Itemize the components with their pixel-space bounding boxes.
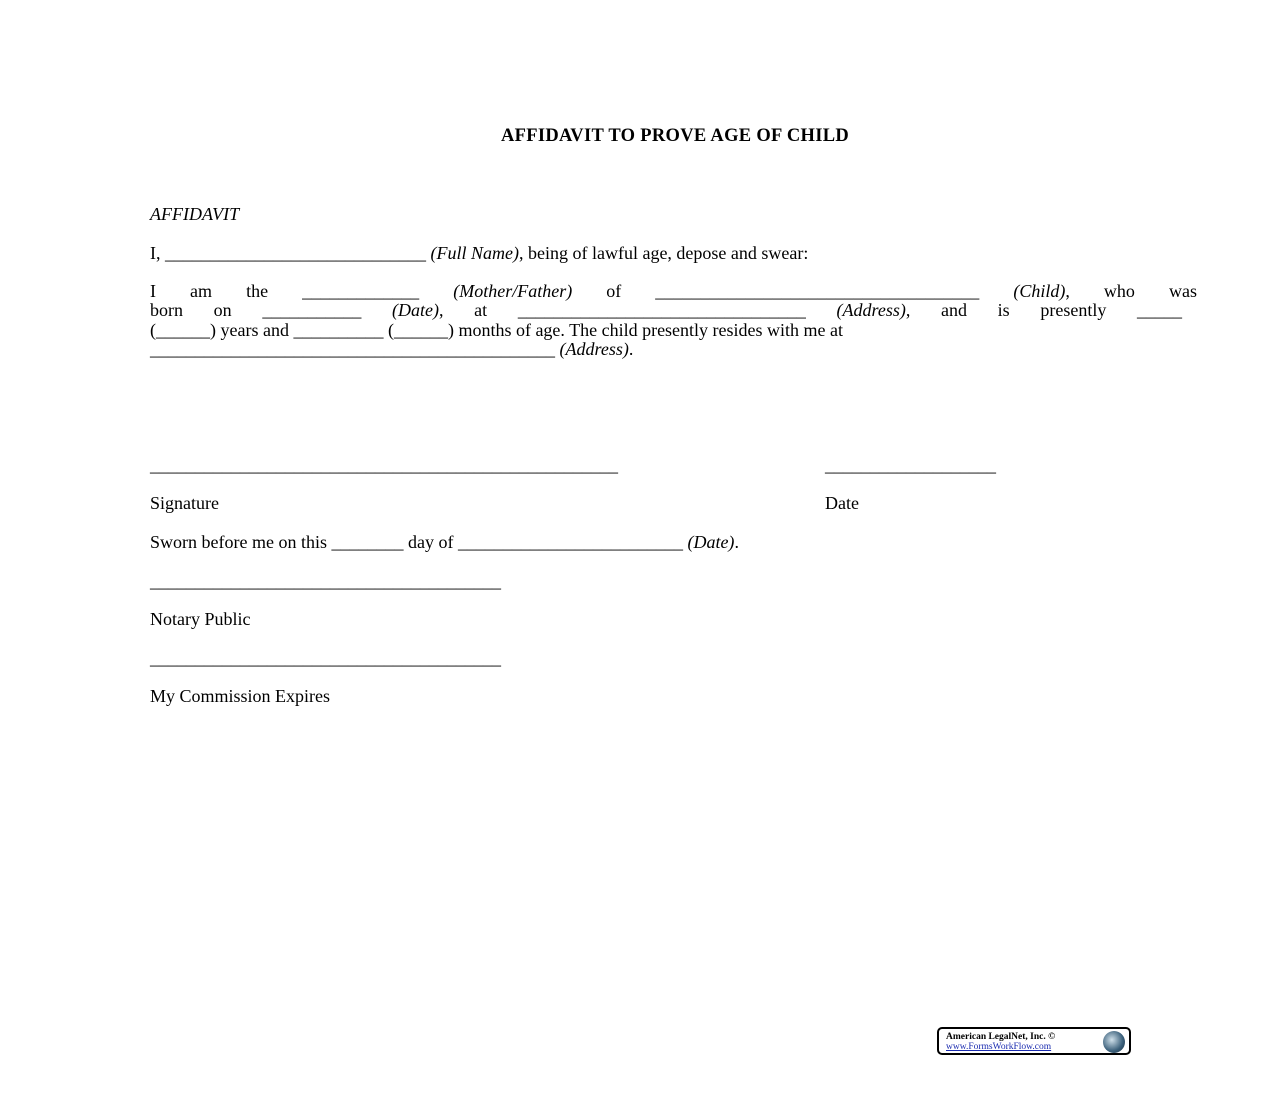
date-label: Date	[825, 493, 859, 513]
text: , who was	[1065, 281, 1197, 301]
signature-label: Signature	[150, 493, 219, 513]
text: .	[628, 339, 634, 359]
date-line: ___________________	[825, 455, 996, 475]
text: Sworn before me on this ________ day of _________________________	[150, 532, 688, 552]
paragraph-line-1	[150, 281, 1197, 301]
hint: (Address)	[559, 339, 629, 359]
hint: (Date)	[687, 532, 735, 552]
text: I am the _____________	[150, 281, 454, 301]
text: , at ________________________________	[439, 300, 837, 320]
commission-line: _______________________________________	[150, 648, 501, 668]
text: _____________________________________________	[150, 339, 560, 359]
signature-line: ____________________________________________________	[150, 455, 618, 475]
hint: (Child)	[1013, 281, 1066, 301]
sworn-line	[150, 532, 739, 552]
text: I, _____________________________	[150, 243, 431, 263]
text: , and is presently _____	[905, 300, 1182, 320]
text: , being of lawful age, depose and swear:	[518, 243, 809, 263]
hint: (Date)	[392, 300, 439, 320]
hint: (Mother/Father)	[453, 281, 573, 301]
text: born on ___________	[150, 300, 393, 320]
hint: (Full Name)	[430, 243, 519, 263]
legalnet-logo	[937, 1027, 1131, 1055]
paragraph-line-2	[150, 300, 1182, 320]
text: .	[734, 532, 739, 552]
text: of ____________________________________	[572, 281, 1014, 301]
heading-text: AFFIDAVIT	[150, 204, 240, 224]
paragraph-line-3: (______) years and __________ (______) months of age. The child presently resides with me at	[150, 320, 844, 340]
logo-company: American LegalNet, Inc. ©	[946, 1032, 1056, 1042]
document-title: AFFIDAVIT TO PROVE AGE OF CHILD	[500, 126, 850, 146]
logo-url-link[interactable]: www.FormsWorkFlow.com	[946, 1042, 1052, 1052]
affidavit-heading	[150, 204, 239, 224]
commission-label: My Commission Expires	[150, 686, 331, 706]
globe-icon	[1103, 1031, 1125, 1053]
notary-line: _______________________________________	[150, 571, 501, 591]
paragraph-line-4	[150, 339, 633, 359]
hint: (Address)	[836, 300, 906, 320]
notary-label: Notary Public	[150, 609, 251, 629]
full-name-line	[150, 243, 808, 263]
